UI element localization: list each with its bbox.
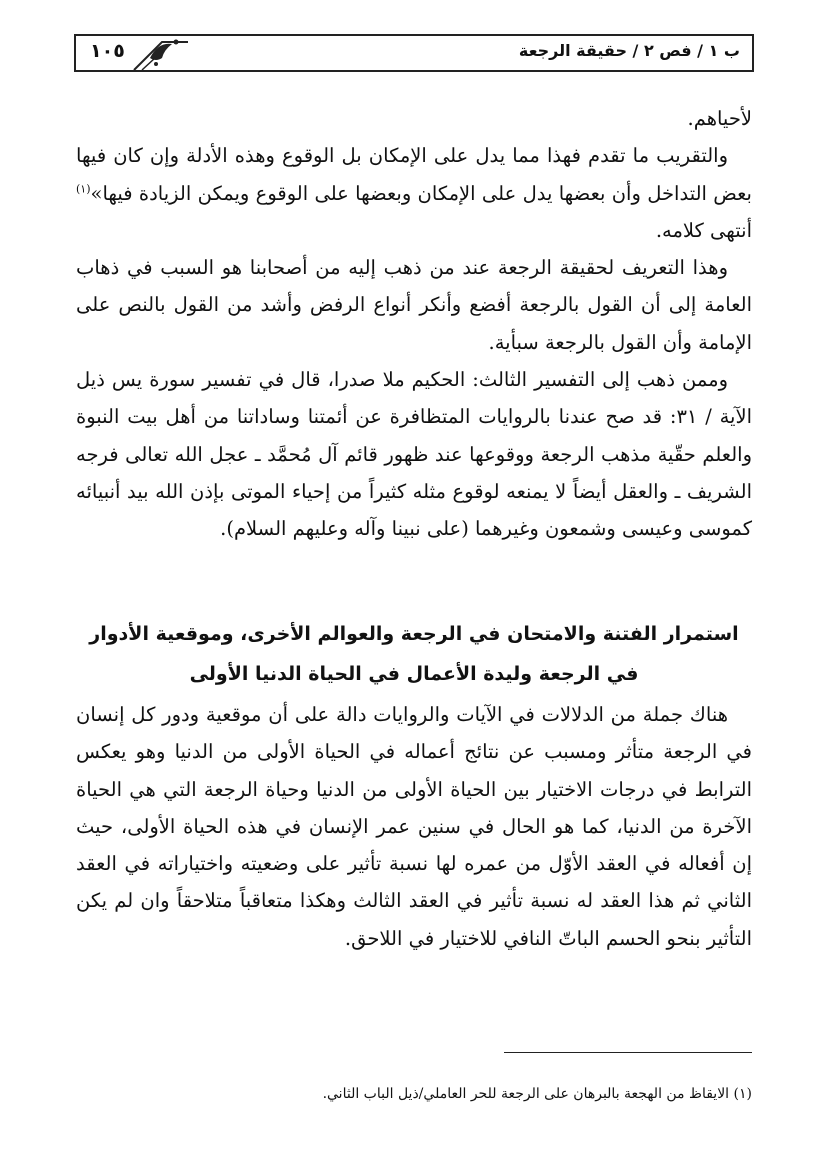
- paragraph: وممن ذهب إلى التفسير الثالث: الحكيم ملا صدرا، قال في تفسير سورة يس ذيل الآية / ٣١: قد صح عندنا بالروايات المتظافرة عن أئمتنا وساداتنا من أهل بيت النبوة والعلم حقّية مذهب الرجعة ووقوعها عند ظهور قائم آل مُحمَّد ـ عجل الله تعالى فرجه الشريف ـ والعقل أيضاً لا يمنعه لوقوع مثله كثيراً من إحياء الموتى بإذن الله بيد أنبيائه كموسى وعيسى وشمعون وغيرهما (على نبينا وآله وعليهم السلام).: [76, 368, 753, 541]
- paragraph-tail: أنتهى كلامه.: [655, 218, 752, 242]
- section-one-text: [76, 100, 752, 548]
- footnote-ref: (١): [76, 182, 91, 196]
- footnote: (١) الايقاظ من الهجعة بالبرهان على الرجعة للحر العاملي/ذيل الباب الثاني.: [322, 1086, 752, 1102]
- heading-line: استمرار الفتنة والامتحان في الرجعة والعوالم الأخرى، وموقعية الأدوار: [89, 623, 739, 645]
- paragraph-text: والتقريب ما تقدم فهذا مما يدل على الإمكان بل الوقوع وهذه الأدلة وإن كان فيها بعض التداخل وأن بعضها يدل على الإمكان وبعضها على الوقوع ويمكن الزيادة فيها»: [76, 144, 752, 205]
- footnote-divider: [504, 1052, 752, 1053]
- paragraph: [76, 137, 752, 249]
- section-heading: [76, 614, 752, 694]
- chapter-title: ب ١ / فص ٢ / حقيقة الرجعة: [518, 41, 740, 60]
- section-two-text: [76, 696, 752, 957]
- paragraph: لأحياهم.: [687, 107, 752, 130]
- paragraph: وهذا التعريف لحقيقة الرجعة عند من ذهب إليه من أصحابنا هو السبب في ذهاب العامة إلى أن القول بالرجعة أفضع وأنكر أنواع الرفض وأشد من القول بالنص على الإمامة وأن القول بالرجعة سبأية.: [76, 256, 752, 354]
- heading-line: في الرجعة وليدة الأعمال في الحياة الدنيا الأولى: [189, 663, 639, 685]
- ornament-icon: [132, 36, 190, 72]
- page-number: ١٠٥: [90, 40, 125, 62]
- paragraph: هناك جملة من الدلالات في الآيات والروايات دالة على أن موقعية ودور كل إنسان في الرجعة متأثر ومسبب عن نتائج أعماله في الحياة الأولى من الدنيا وهو يعكس الترابط في درجات الاختيار بين الحياة الأولى من الدنيا وحياة الرجعة التي هي الحياة الآخرة من الدنيا، كما هو الحال في سنين عمر الإنسان في هذه الحياة الأولى، حيث إن أفعاله في العقد الأوّل من عمره لها نسبة تأثير على وضعيته واختياراته في العقد الثاني ثم هذا العقد له نسبة تأثير في العقد الثالث وهكذا متعاقباً متلاحقاً وان لم يكن التأثير بنحو الحسم الباتّ النافي للاختيار في اللاحق.: [76, 703, 752, 950]
- running-header: [74, 34, 754, 72]
